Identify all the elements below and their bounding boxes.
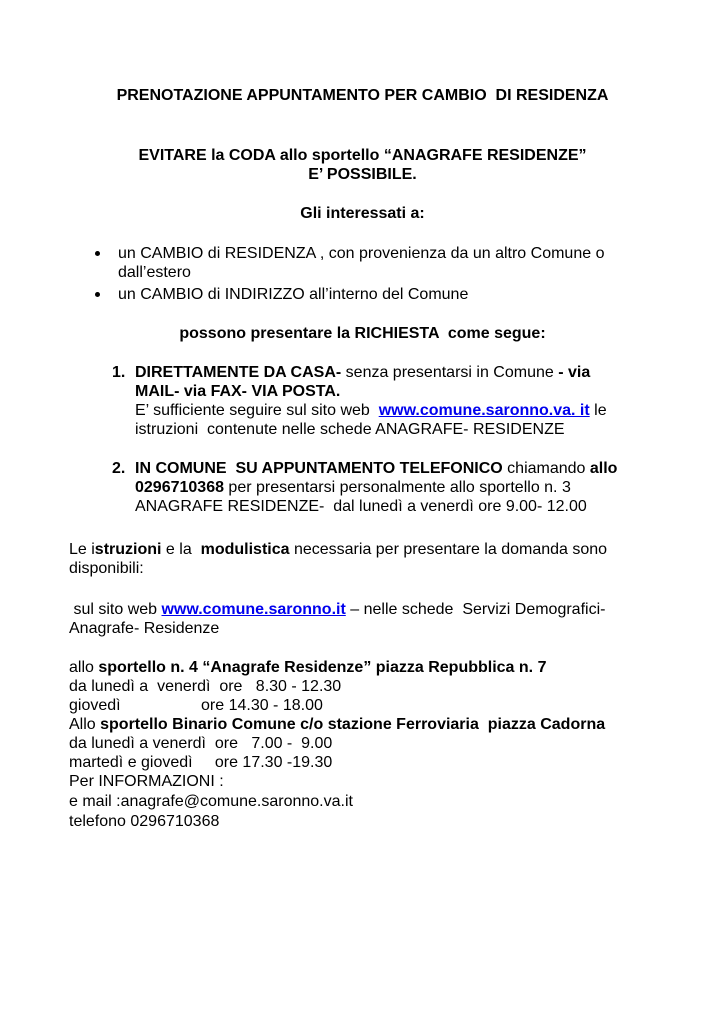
option-1-line-3: E’ sufficiente seguire sul sito web www.comune.saronno.va. it le xyxy=(135,402,607,419)
website-link[interactable]: www.comune.saronno.va. it xyxy=(378,402,590,419)
bullet-1-line-1: un CAMBIO di RESIDENZA , con provenienza da un altro Comune o xyxy=(118,245,605,262)
page-title: PRENOTAZIONE APPUNTAMENTO PER CAMBIO DI RESIDENZA xyxy=(116,87,609,104)
sportello-4-hours-2-time: ore 14.30 - 18.00 xyxy=(201,697,323,714)
request-intro: possono presentare la RICHIESTA come segue: xyxy=(179,325,546,342)
sportello-4-hours-2-day: giovedì xyxy=(69,697,121,714)
bullet-dot-icon xyxy=(95,251,100,256)
phone-text: telefono 0296710368 xyxy=(69,813,220,830)
subtitle-line-1: EVITARE la CODA allo sportello “ANAGRAFE RESIDENZE” xyxy=(138,147,587,164)
option-1-line-2: MAIL- via FAX- VIA POSTA. xyxy=(135,383,341,400)
option-2-line-3: ANAGRAFE RESIDENZE- dal lunedì a venerdì ore 9.00- 12.00 xyxy=(135,498,587,515)
web-line-2: Anagrafe- Residenze xyxy=(69,620,220,637)
option-1-number: 1. xyxy=(112,364,126,381)
option-2-line-1: IN COMUNE SU APPUNTAMENTO TELEFONICO chiamando allo xyxy=(135,460,618,477)
info-label: Per INFORMAZIONI : xyxy=(69,773,224,790)
binario-hours-1: da lunedì a venerdì ore 7.00 - 9.00 xyxy=(69,735,333,752)
bullet-2-line-1: un CAMBIO di INDIRIZZO all’interno del Comune xyxy=(118,286,469,303)
web-line-1: sul sito web www.comune.saronno.it – nelle schede Servizi Demografici- xyxy=(69,601,606,618)
email-text: e mail :anagrafe@comune.saronno.va.it xyxy=(69,793,353,810)
intro-text: Gli interessati a: xyxy=(300,205,425,222)
bullet-dot-icon xyxy=(95,292,100,297)
option-2-number: 2. xyxy=(112,460,126,477)
option-1-line-1: DIRETTAMENTE DA CASA- senza presentarsi in Comune - via xyxy=(135,364,591,381)
option-1-line-4: istruzioni contenute nelle schede ANAGRAFE- RESIDENZE xyxy=(135,421,565,438)
modulistica-line-2: disponibili: xyxy=(69,560,144,577)
option-2-line-2: 0296710368 per presentarsi personalmente allo sportello n. 3 xyxy=(135,479,571,496)
binario-hours-2: martedì e giovedì ore 17.30 -19.30 xyxy=(69,754,333,771)
sportello-4-heading: allo sportello n. 4 “Anagrafe Residenze” piazza Repubblica n. 7 xyxy=(69,659,547,676)
modulistica-line-1: Le istruzioni e la modulistica necessaria per presentare la domanda sono xyxy=(69,541,608,558)
subtitle-line-2: E’ POSSIBILE. xyxy=(308,166,417,183)
sportello-4-hours-1: da lunedì a venerdì ore 8.30 - 12.30 xyxy=(69,678,342,695)
binario-heading: Allo sportello Binario Comune c/o stazione Ferroviaria piazza Cadorna xyxy=(69,716,606,733)
website-link-main[interactable]: www.comune.saronno.it xyxy=(161,601,346,618)
bullet-1-line-2: dall’estero xyxy=(118,264,191,281)
